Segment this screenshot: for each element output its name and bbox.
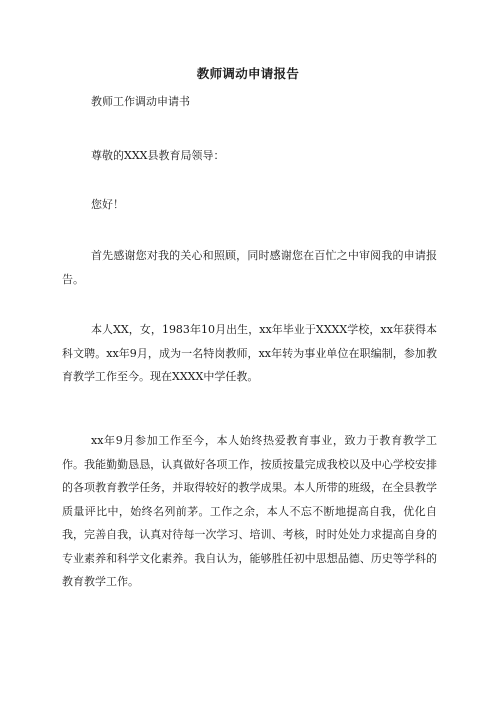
document-title: 教师调动申请报告 [196, 66, 300, 81]
greeting: 您好！ [91, 198, 124, 211]
paragraph-work-experience: xx年9月参加工作至今，本人始终热爱教育事业，致力于教育教学工作。我能勤勤恳恳，认真做好各项工作，按质按量完成我校以及中心学校安排的各项教育教学任务，并取得较好的教学成果。本人所带的班级，在全县教学质量评比中，始终名列前茅。工作之余，本人不忘不断地提高自我，优化自我，完善自我，认真对待每一次学习、培训、考核，时时处处力求提高自身的专业素养和科学文化素养。我自认为，能够胜任初中思想品德、历史等学科的教育教学工作。 [62, 434, 437, 588]
document-subtitle: 教师工作调动申请书 [91, 95, 190, 108]
salutation: 尊敬的XXX县教育局领导： [91, 149, 225, 162]
paragraph-thanks: 首先感谢您对我的关心和照顾，同时感谢您在百忙之中审阅我的申请报告。 [62, 249, 437, 286]
paragraph-personal-info: 本人XX，女，1983年10月出生，xx年毕业于XXXX学校，xx年获得本科文聘。xx年9月，成为一名特岗教师，xx年转为事业单位在职编制，参加教育教学工作至今。现在XXXX中学任教。 [62, 323, 437, 383]
